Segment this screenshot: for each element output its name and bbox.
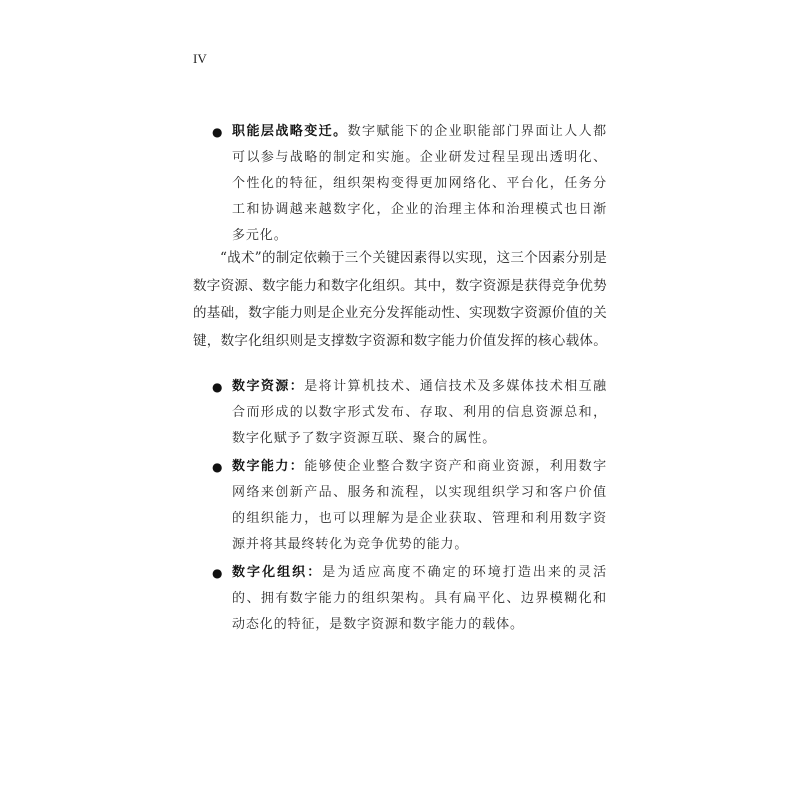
bullet-term: 数字资源： [232, 379, 305, 394]
bullet-term: 职能层战略变迁。 [232, 124, 348, 139]
bullet-item-functional-strategy [212, 119, 607, 249]
bullet-text: 是为适应高度不确定的环境打造出来的灵活的、拥有数字能力的组织架构。具有扁平化、边界模糊化和动态化的特征，是数字资源和数字能力的载体。 [232, 565, 607, 632]
bullet-dot-icon: ● [212, 380, 224, 394]
bullet-term: 数字化组织： [232, 565, 323, 580]
bullet-list-strategy [212, 119, 607, 251]
bullet-item-digital-organization [212, 560, 607, 638]
bullet-dot-icon: ● [212, 460, 224, 474]
bullet-dot-icon: ● [212, 566, 224, 580]
page-number: IV [193, 51, 207, 66]
bullet-text: 是将计算机技术、通信技术及多媒体技术相互融合而形成的以数字形式发布、存取、利用的信息资源总和，数字化赋予了数字资源互联、聚合的属性。 [232, 379, 607, 446]
body-paragraph: “战术”的制定依赖于三个关键因素得以实现，这三个因素分别是数字资源、数字能力和数字化组织。其中，数字资源是获得竞争优势的基础，数字能力则是企业充分发挥能动性、实现数字资源价值的关键，数字化组织则是支撑数字资源和数字能力价值发挥的核心载体。 [193, 250, 608, 349]
bullet-dot-icon: ● [212, 125, 224, 139]
bullet-item-digital-capability [212, 454, 607, 558]
bullet-item-digital-resources [212, 374, 607, 452]
bullet-text: 能够使企业整合数字资产和商业资源，利用数字网络来创新产品、服务和流程，以实现组织学习和客户价值的组织能力，也可以理解为是企业获取、管理和利用数字资源并将其最终转化为竞争优势的能力。 [232, 459, 607, 552]
bullet-term: 数字能力： [232, 459, 305, 474]
bullet-text: 数字赋能下的企业职能部门界面让人人都可以参与战略的制定和实施。企业研发过程呈现出透明化、个性化的特征，组织架构变得更加网络化、平台化，任务分工和协调越来越数字化，企业的治理主体和治理模式也日渐多元化。 [232, 124, 608, 243]
bullet-list-factors [212, 374, 607, 640]
